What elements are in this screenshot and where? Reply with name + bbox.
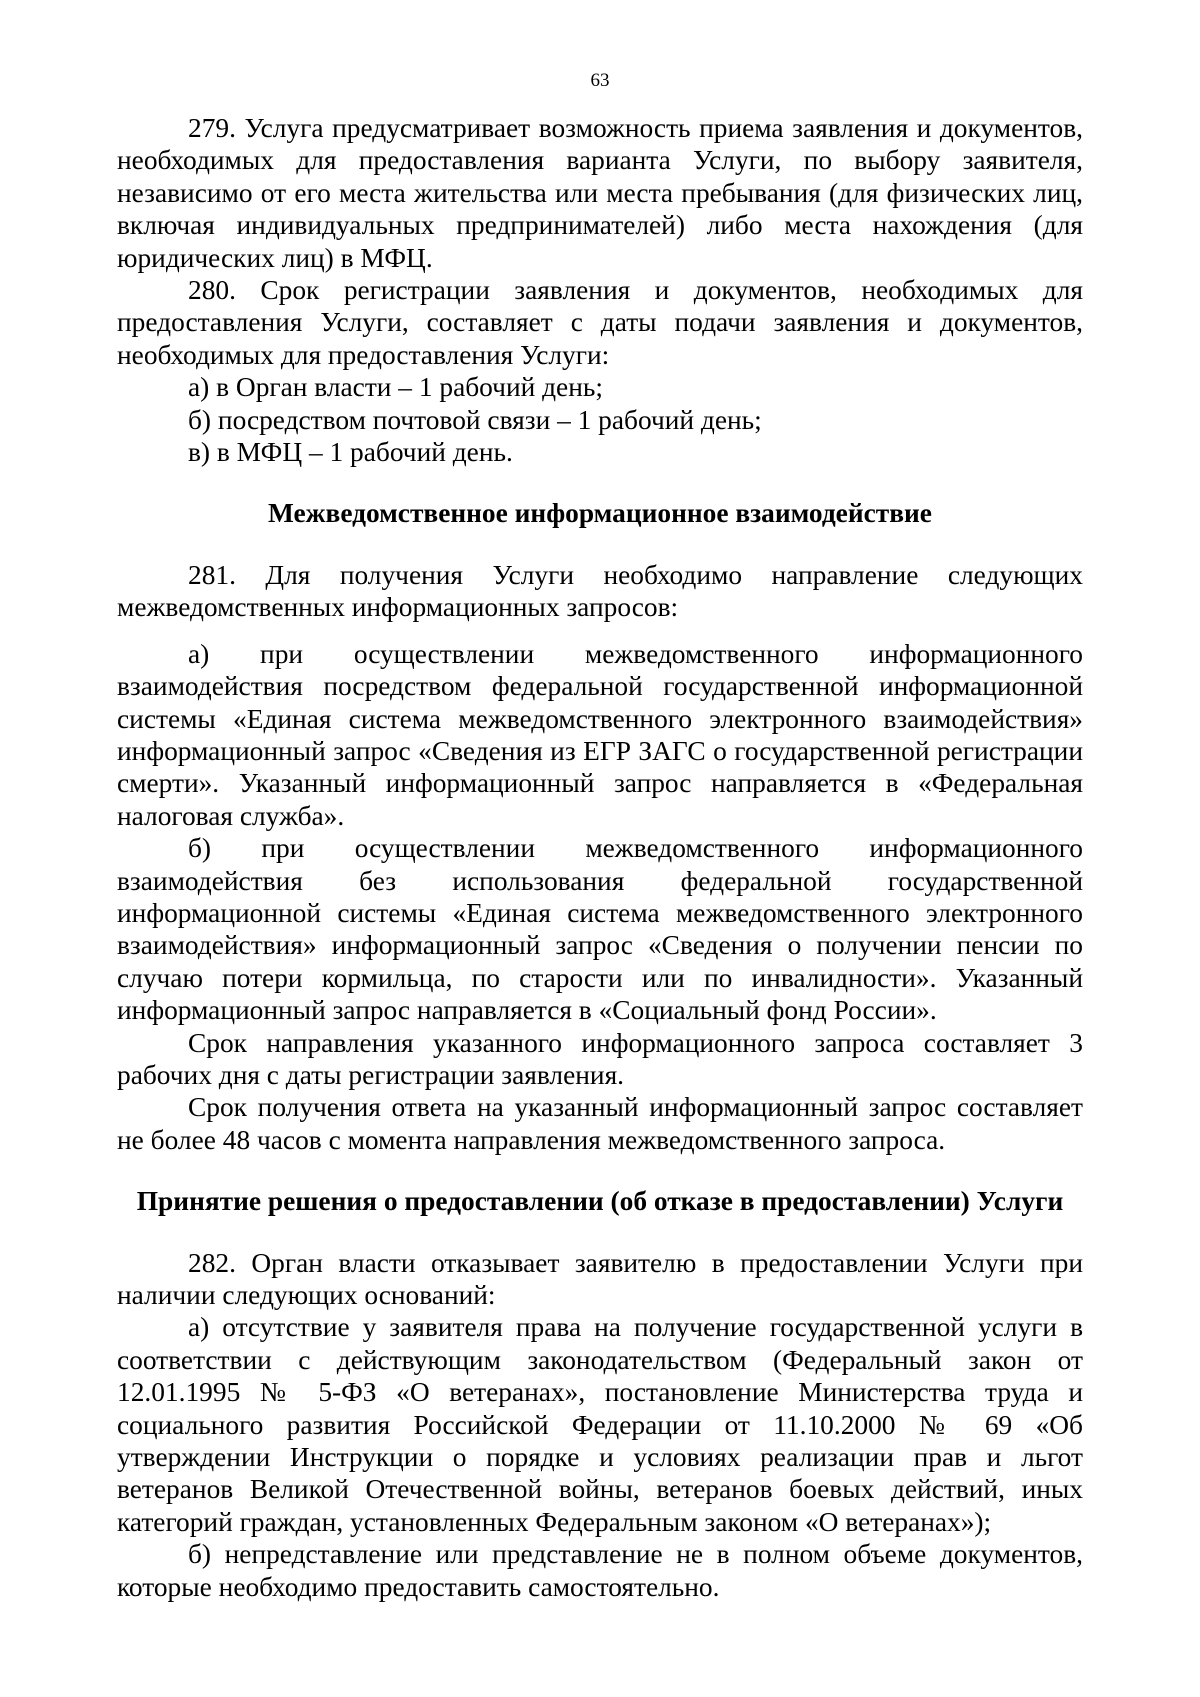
paragraph-279: 279. Услуга предусматривает возможность приема заявления и документов, необходимых для предоставления варианта Услуги, по выбору заявителя, независимо от его места жительства или места пребывания (для физических лиц, включая индивидуальных предпринимателей) либо места нахождения (для юридических лиц) в МФЦ.: [117, 113, 1083, 273]
paragraph-280-item-v: в) в МФЦ – 1 рабочий день.: [188, 437, 513, 468]
paragraph-280-item-a: а) в Орган власти – 1 рабочий день;: [188, 372, 603, 403]
paragraph-282: 282. Орган власти отказывает заявителю в предоставлении Услуги при наличии следующих оснований:: [117, 1247, 1083, 1310]
paragraph-281-item-b: б) при осуществлении межведомственного информационного взаимодействия без использования федеральной государственной информационной системы «Единая система межведомственного электронного взаимодействия» информационный запрос «Сведения о получении пенсии по случаю потери кормильца, по старости или по инвалидности». Указанный информационный запрос направляется в «Социальный фонд России».: [117, 833, 1083, 1026]
paragraph-280-item-b: б) посредством почтовой связи – 1 рабочий день;: [188, 404, 762, 435]
paragraph-280: 280. Срок регистрации заявления и документов, необходимых для предоставления Услуги, составляет с даты подачи заявления и документов, необходимых для предоставления Услуги:: [117, 275, 1083, 370]
section-heading-decision: Принятие решения о предоставлении (об отказе в предоставлении) Услуги: [136, 1186, 1064, 1217]
paragraph-282-item-b: б) непредставление или представление не в полном объеме документов, которые необходимо предоставить самостоятельно.: [117, 1539, 1083, 1602]
paragraph-281-send-term: Срок направления указанного информационного запроса составляет 3 рабочих дня с даты регистрации заявления.: [117, 1027, 1083, 1090]
paragraph-282-item-a: а) отсутствие у заявителя права на получение государственной услуги в соответствии с действующим законодательством (Федеральный закон от 12.01.1995 № 5-ФЗ «О ветеранах», постановление Министерства труда и социального развития Российской Федерации от 11.10.2000 № 69 «Об утверждении Инструкции о порядке и условиях реализации прав и льгот ветеранов Великой Отечественной войны, ветеранов боевых действий, иных категорий граждан, установленных Федеральным законом «О ветеранах»);: [117, 1312, 1083, 1537]
page-number: 63: [590, 70, 610, 91]
paragraph-281-item-a: а) при осуществлении межведомственного информационного взаимодействия посредством федеральной государственной информационной системы «Единая система межведомственного электронного взаимодействия» информационный запрос «Сведения из ЕГР ЗАГС о государственной регистрации смерти». Указанный информационный запрос направляется в «Федеральная налоговая служба».: [117, 638, 1083, 831]
section-heading-interagency: Межведомственное информационное взаимодействие: [268, 498, 932, 529]
paragraph-281-response-term: Срок получения ответа на указанный информационный запрос составляет не более 48 часов с момента направления межведомственного запроса.: [117, 1092, 1083, 1155]
page-body: [117, 112, 1083, 1603]
paragraph-281: 281. Для получения Услуги необходимо направление следующих межведомственных информационных запросов:: [117, 559, 1083, 623]
